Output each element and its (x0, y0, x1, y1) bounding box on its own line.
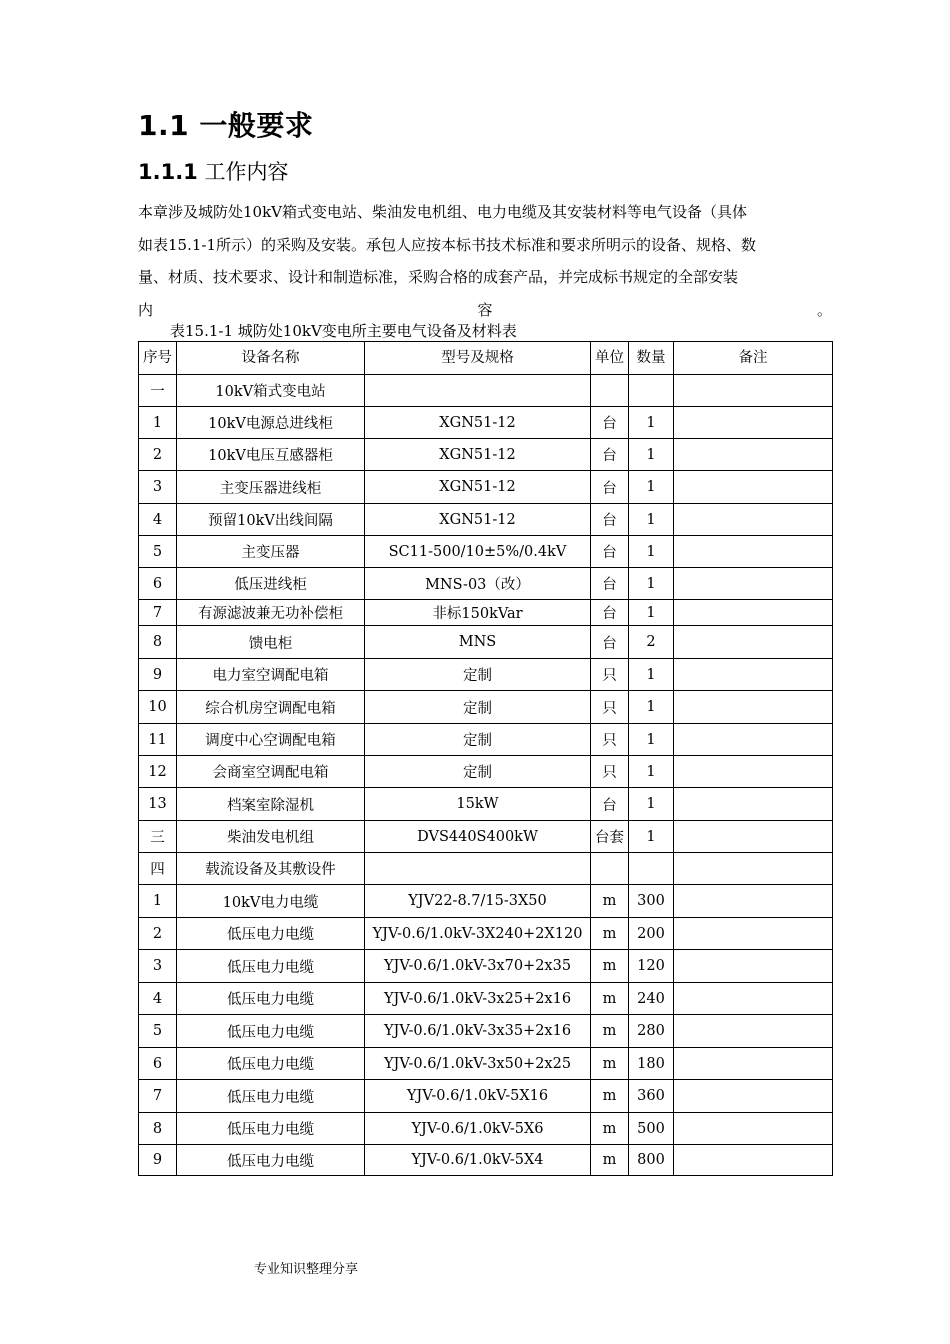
cell-name: 档案室除湿机 (177, 788, 365, 821)
cell-index: 10 (139, 691, 177, 724)
paragraph-last-word-2: 容 (477, 300, 493, 319)
heading-2 (138, 156, 288, 186)
cell-unit: m (591, 1048, 629, 1080)
cell-note (674, 439, 833, 471)
table-row (139, 626, 833, 659)
table-header-row (139, 342, 833, 375)
cell-qty: 500 (629, 1113, 674, 1145)
cell-unit: 台 (591, 568, 629, 600)
heading-2-text: 工作内容 (204, 160, 289, 184)
cell-name: 载流设备及其敷设件 (177, 853, 365, 885)
cell-qty (629, 853, 674, 885)
cell-qty: 1 (629, 691, 674, 724)
cell-qty (629, 375, 674, 407)
table-body (139, 375, 833, 1176)
cell-index: 8 (139, 626, 177, 659)
cell-name: 综合机房空调配电箱 (177, 691, 365, 724)
table-row (139, 724, 833, 756)
cell-name: 低压电力电缆 (177, 1080, 365, 1113)
cell-note (674, 788, 833, 821)
header-note: 备注 (674, 342, 833, 375)
cell-qty: 2 (629, 626, 674, 659)
paragraph-last-word-1: 内 (138, 300, 154, 319)
paragraph-line: 如表15.1-1所示）的采购及安装。承包人应按本标书技术标准和要求所明示的设备、规格、数 (138, 235, 757, 254)
cell-name: 有源滤波兼无功补偿柜 (177, 600, 365, 626)
cell-note (674, 950, 833, 983)
header-qty: 数量 (629, 342, 674, 375)
header-unit: 单位 (591, 342, 629, 375)
cell-name: 低压电力电缆 (177, 1015, 365, 1048)
cell-model: XGN51-12 (365, 504, 591, 536)
cell-index: 12 (139, 756, 177, 788)
cell-index: 一 (139, 375, 177, 407)
cell-model: YJV-0.6/1.0kV-3x35+2x16 (365, 1015, 591, 1048)
cell-note (674, 471, 833, 504)
cell-qty: 1 (629, 659, 674, 691)
cell-note (674, 691, 833, 724)
table-row (139, 1048, 833, 1080)
table-row (139, 568, 833, 600)
cell-qty: 360 (629, 1080, 674, 1113)
cell-unit: 台 (591, 471, 629, 504)
cell-unit: m (591, 983, 629, 1015)
cell-note (674, 659, 833, 691)
cell-model: YJV-0.6/1.0kV-5X6 (365, 1113, 591, 1145)
table-row (139, 439, 833, 471)
cell-model: YJV-0.6/1.0kV-3x50+2x25 (365, 1048, 591, 1080)
header-index: 序号 (139, 342, 177, 375)
cell-model: SC11-500/10±5%/0.4kV (365, 536, 591, 568)
cell-model: YJV-0.6/1.0kV-3x70+2x35 (365, 950, 591, 983)
cell-qty: 1 (629, 788, 674, 821)
cell-note (674, 756, 833, 788)
table-row (139, 407, 833, 439)
cell-index: 2 (139, 439, 177, 471)
cell-qty: 1 (629, 407, 674, 439)
cell-model (365, 375, 591, 407)
cell-name: 10kV电力电缆 (177, 885, 365, 918)
cell-index: 4 (139, 983, 177, 1015)
cell-index: 6 (139, 568, 177, 600)
equipment-table (138, 341, 833, 1176)
cell-index: 6 (139, 1048, 177, 1080)
cell-name: 会商室空调配电箱 (177, 756, 365, 788)
cell-model: XGN51-12 (365, 407, 591, 439)
header-name: 设备名称 (177, 342, 365, 375)
cell-index: 3 (139, 950, 177, 983)
cell-name: 低压电力电缆 (177, 1048, 365, 1080)
heading-2-number: 1.1.1 (138, 160, 198, 184)
cell-note (674, 375, 833, 407)
cell-model: XGN51-12 (365, 439, 591, 471)
cell-qty: 120 (629, 950, 674, 983)
cell-model: YJV-0.6/1.0kV-5X4 (365, 1145, 591, 1176)
cell-unit: 只 (591, 659, 629, 691)
cell-index: 7 (139, 1080, 177, 1113)
cell-index: 11 (139, 724, 177, 756)
cell-name: 低压进线柜 (177, 568, 365, 600)
cell-name: 10kV电压互感器柜 (177, 439, 365, 471)
cell-qty: 800 (629, 1145, 674, 1176)
cell-qty: 200 (629, 918, 674, 950)
cell-note (674, 407, 833, 439)
table-row (139, 918, 833, 950)
cell-model: YJV22-8.7/15-3X50 (365, 885, 591, 918)
cell-note (674, 853, 833, 885)
cell-unit: 台 (591, 504, 629, 536)
cell-unit: 台 (591, 536, 629, 568)
cell-qty: 1 (629, 471, 674, 504)
table-row (139, 1015, 833, 1048)
cell-unit: 台套 (591, 821, 629, 853)
cell-unit (591, 853, 629, 885)
cell-note (674, 1113, 833, 1145)
cell-qty: 1 (629, 600, 674, 626)
cell-name: 预留10kV出线间隔 (177, 504, 365, 536)
cell-note (674, 1015, 833, 1048)
cell-qty: 1 (629, 756, 674, 788)
cell-qty: 300 (629, 885, 674, 918)
cell-name: 馈电柜 (177, 626, 365, 659)
body-paragraph (138, 196, 832, 326)
cell-unit: m (591, 1145, 629, 1176)
cell-index: 2 (139, 918, 177, 950)
cell-unit: 台 (591, 788, 629, 821)
table-row (139, 983, 833, 1015)
cell-model: 定制 (365, 724, 591, 756)
cell-index: 5 (139, 536, 177, 568)
cell-model: MNS-03（改） (365, 568, 591, 600)
cell-model: 定制 (365, 756, 591, 788)
table-row (139, 788, 833, 821)
paragraph-last-punct: 。 (816, 300, 832, 319)
cell-index: 5 (139, 1015, 177, 1048)
cell-qty: 1 (629, 821, 674, 853)
table-row (139, 691, 833, 724)
cell-index: 3 (139, 471, 177, 504)
cell-unit: 台 (591, 439, 629, 471)
cell-name: 主变压器 (177, 536, 365, 568)
table-row (139, 375, 833, 407)
cell-model: 定制 (365, 659, 591, 691)
cell-name: 低压电力电缆 (177, 1113, 365, 1145)
cell-index: 9 (139, 659, 177, 691)
cell-unit: 只 (591, 756, 629, 788)
table-caption: 表15.1-1 城防处10kV变电所主要电气设备及材料表 (170, 322, 517, 340)
cell-index: 1 (139, 407, 177, 439)
cell-index: 13 (139, 788, 177, 821)
cell-note (674, 504, 833, 536)
cell-note (674, 536, 833, 568)
cell-qty: 1 (629, 439, 674, 471)
cell-name: 低压电力电缆 (177, 983, 365, 1015)
table-row (139, 659, 833, 691)
cell-model: YJV-0.6/1.0kV-3x25+2x16 (365, 983, 591, 1015)
cell-model (365, 853, 591, 885)
cell-model: YJV-0.6/1.0kV-3X240+2X120 (365, 918, 591, 950)
cell-qty: 1 (629, 536, 674, 568)
cell-unit: 只 (591, 724, 629, 756)
table-row (139, 853, 833, 885)
table-row (139, 1145, 833, 1176)
table-row (139, 821, 833, 853)
table-row (139, 1080, 833, 1113)
cell-unit: 台 (591, 407, 629, 439)
cell-unit: 台 (591, 600, 629, 626)
table-row (139, 756, 833, 788)
cell-note (674, 918, 833, 950)
cell-index: 7 (139, 600, 177, 626)
cell-model: DVS440S400kW (365, 821, 591, 853)
cell-unit: m (591, 885, 629, 918)
cell-note (674, 983, 833, 1015)
cell-unit: 只 (591, 691, 629, 724)
cell-unit: m (591, 1113, 629, 1145)
cell-note (674, 821, 833, 853)
cell-index: 8 (139, 1113, 177, 1145)
cell-model: 非标150kVar (365, 600, 591, 626)
table-row (139, 1113, 833, 1145)
cell-name: 10kV箱式变电站 (177, 375, 365, 407)
cell-model: YJV-0.6/1.0kV-5X16 (365, 1080, 591, 1113)
cell-index: 三 (139, 821, 177, 853)
cell-index: 4 (139, 504, 177, 536)
table-row (139, 950, 833, 983)
cell-model: MNS (365, 626, 591, 659)
cell-unit: 台 (591, 626, 629, 659)
table-row (139, 504, 833, 536)
cell-qty: 1 (629, 724, 674, 756)
cell-qty: 1 (629, 504, 674, 536)
table-row (139, 536, 833, 568)
cell-name: 10kV电源总进线柜 (177, 407, 365, 439)
header-model: 型号及规格 (365, 342, 591, 375)
cell-model: XGN51-12 (365, 471, 591, 504)
cell-note (674, 568, 833, 600)
cell-name: 低压电力电缆 (177, 1145, 365, 1176)
cell-note (674, 1048, 833, 1080)
cell-index: 1 (139, 885, 177, 918)
cell-model: 定制 (365, 691, 591, 724)
cell-index: 四 (139, 853, 177, 885)
table-row (139, 885, 833, 918)
cell-name: 电力室空调配电箱 (177, 659, 365, 691)
paragraph-line: 本章涉及城防处10kV箱式变电站、柴油发电机组、电力电缆及其安装材料等电气设备（具体 (138, 203, 748, 221)
cell-model: 15kW (365, 788, 591, 821)
cell-name: 调度中心空调配电箱 (177, 724, 365, 756)
cell-name: 柴油发电机组 (177, 821, 365, 853)
cell-qty: 180 (629, 1048, 674, 1080)
cell-qty: 1 (629, 568, 674, 600)
cell-note (674, 1145, 833, 1176)
cell-note (674, 724, 833, 756)
cell-name: 主变压器进线柜 (177, 471, 365, 504)
cell-unit: m (591, 1080, 629, 1113)
paragraph-line: 量、材质、技术要求、设计和制造标准，采购合格的成套产品，并完成标书规定的全部安装 (138, 268, 739, 286)
cell-note (674, 600, 833, 626)
cell-note (674, 885, 833, 918)
cell-name: 低压电力电缆 (177, 950, 365, 983)
cell-unit: m (591, 1015, 629, 1048)
cell-index: 9 (139, 1145, 177, 1176)
cell-unit: m (591, 950, 629, 983)
heading-1: 1.1 一般要求 (138, 109, 314, 142)
page-footer: 专业知识整理分享 (254, 1262, 359, 1277)
cell-unit: m (591, 918, 629, 950)
cell-name: 低压电力电缆 (177, 918, 365, 950)
cell-note (674, 1080, 833, 1113)
cell-qty: 280 (629, 1015, 674, 1048)
cell-note (674, 626, 833, 659)
table-row (139, 600, 833, 626)
table-row (139, 471, 833, 504)
cell-qty: 240 (629, 983, 674, 1015)
cell-unit (591, 375, 629, 407)
